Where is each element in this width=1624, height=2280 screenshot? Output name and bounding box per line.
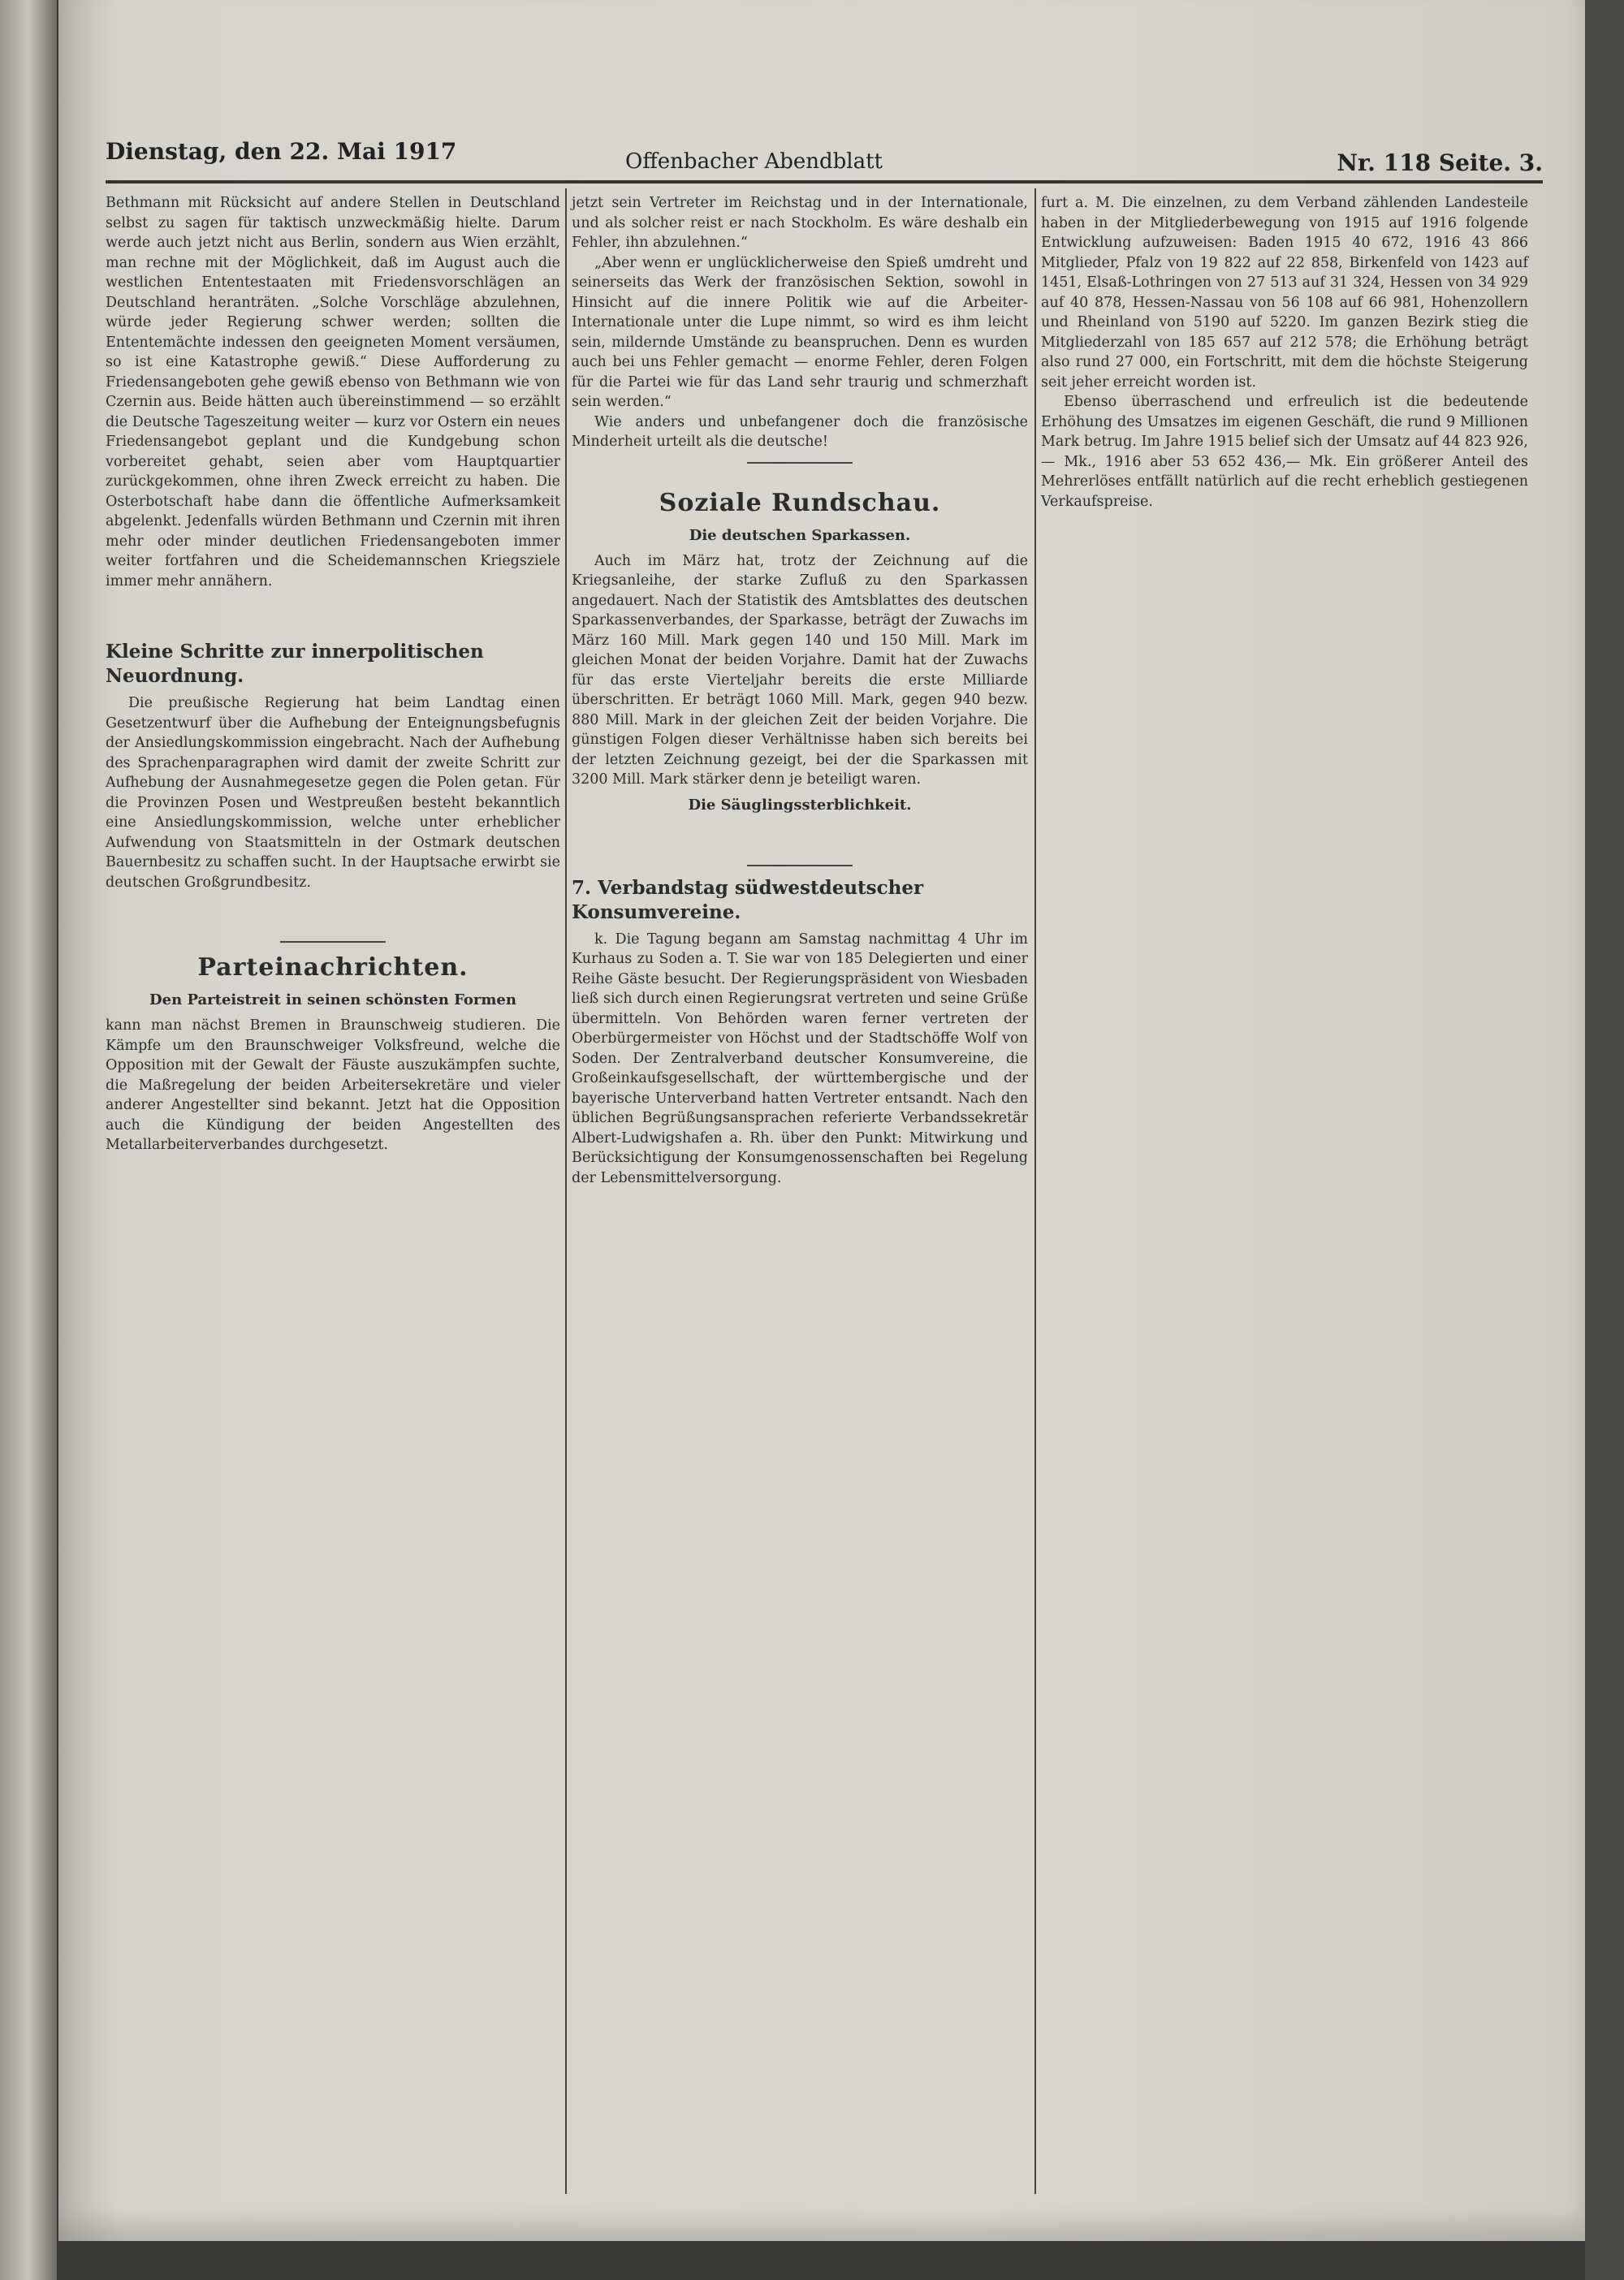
- article-text: Die preußische Regierung hat beim Landtag einen Gesetzentwurf über die Aufhebung der Enteignungsbefugnis der Ansiedlungskommission eingebracht. Nach der Aufhebung des Sprachenparagraphen wird damit der zweite Schritt zur Aufhebung der Ausnahmegesetze gegen die Polen getan. Für die Provinzen Posen und Westpreußen besteht bekanntlich eine Ansiedlungskommission, welche unter erheblicher Aufwendung von Staatsmitteln in der Ostmark deutschen Bauernbesitz zu schaffen sucht. In der Hauptsache erwirbt sie deutschen Großgrundbesitz.: [106, 695, 560, 891]
- separator: [747, 865, 853, 866]
- header-rule: [106, 180, 1543, 184]
- section-heading: Soziale Rundschau.: [659, 488, 941, 517]
- article-text: Auch im März hat, trotz der Zeichnung auf die Kriegsanleihe, der starke Zufluß zu den Sparkassen angedauert. Nach der Statistik des Amtsblattes des deutschen Sparkassenverbandes, der Sparkasse, beträgt der Zuwachs im März 160 Mill. Mark gegen 140 und 150 Mill. Mark im gleichen Monat der beiden Vorjahre. Damit hat der Zuwachs für das erste Vierteljahr bereits die erste Milliarde überschritten. Er beträgt 1060 Mill. Mark, gegen 940 bezw. 880 Mill. Mark in der gleichen Zeit der beiden Vorjahre. Die günstigen Folgen dieser Verhältnisse haben sich bereits bei der letzten Zeichnung gezeigt, bei der die Sparkassen mit 3200 Mill. Mark stärker denn je beteiligt waren.: [572, 552, 1028, 788]
- page-header: [106, 138, 1543, 179]
- article-subheading: Den Parteistreit in seinen schönsten Formen: [149, 991, 516, 1008]
- article-text: Bethmann mit Rücksicht auf andere Stellen in Deutschland selbst zu sagen für taktisch unzweckmäßig hielte. Darum werde auch jetzt nicht aus Berlin, sondern aus Wien erzählt, man rechne mit der Möglichkeit, daß im August auch die westlichen Ententestaaten mit Friedensvorschlägen an Deutschland heranträten. „Solche Vorschläge abzulehnen, würde jeder Regierung schwer werden; sollten die Ententemächte indessen den geeigneten Moment versäumen, so ist eine Katastrophe gewiß.“ Diese Aufforderung zu Friedensangeboten gehe gewiß ebenso von Bethmann wie von Czernin aus. Beide hätten auch übereinstimmend — so erzählt die Deutsche Tageszeitung weiter — kurz vor Ostern ein neues Friedensangebot geplant und die Kundgebung schon vorbereitet gehabt, seien aber vom Hauptquartier zurückgekommen, ohne ihren Zweck erreicht zu haben. Die Osterbotschaft habe dann die öffentliche Aufmerksamkeit abgelenkt. Jedenfalls würden Bethmann und Czernin mit ihren mehr oder minder deutlichen Friedensangeboten immer weiter fortfahren und die Scheidemannschen Kriegsziele immer mehr annähern.: [106, 195, 560, 589]
- article-text: Wie anders und unbefangener doch die französische Minderheit urteilt als die deutsche!: [572, 413, 1028, 450]
- article-subheading: Die Säuglingssterblichkeit.: [688, 796, 912, 814]
- article-text: jetzt sein Vertreter im Reichstag und in der Internationale, und als solcher reist er nach Stockholm. Es wäre deshalb ein Fehler, ihn abzulehnen.“: [572, 195, 1028, 251]
- article-subheading: Die deutschen Sparkassen.: [689, 526, 911, 544]
- issue-number: Nr. 118 Seite. 3.: [1337, 149, 1543, 176]
- book-binding: [0, 0, 57, 2280]
- article-text: furt a. M. Die einzelnen, zu dem Verband zählenden Landesteile haben in der Mitgliederbewegung von 1915 auf 1916 folgende Entwicklung aufzuweisen: Baden 1915 40 672, 1916 43 866 Mitglieder, Pfalz von 19 822 auf 22 858, Birkenfeld von 1423 auf 1451, Elsaß-Lothringen von 27 513 auf 31 324, Hessen von 34 929 auf 40 878, Hessen-Nassau von 56 108 auf 66 981, Hohenzollern und Rheinland von 5190 auf 5220. Im ganzen Bezirk stieg die Mitgliederzahl von 185 657 auf 212 578; die Erhöhung beträgt also rund 27 000, ein Fortschritt, mit dem die höchste Steigerung seit jeher erreicht worden ist.: [1041, 195, 1528, 391]
- column-2: [572, 193, 1028, 2199]
- column-1: [106, 193, 560, 2199]
- column-3: [1041, 193, 1528, 2199]
- article-text: Ebenso überraschend und erfreulich ist die bedeutende Erhöhung des Umsatzes im eigenen Geschäft, die rund 9 Millionen Mark betrug. Im Jahre 1915 belief sich der Umsatz auf 44 823 926,— Mk., 1916 aber 53 652 436,— Mk. Ein größerer Anteil des Mehrerlöses entfällt natürlich auf die recht erheblich gestiegenen Verkaufspreise.: [1041, 394, 1528, 510]
- column-divider: [1034, 188, 1036, 2194]
- section-heading: Parteinachrichten.: [197, 953, 469, 982]
- book-edge: [1585, 0, 1624, 2280]
- article-heading: 7. Verbandstag südwestdeutscher Konsumvereine.: [572, 876, 924, 923]
- newspaper-page: [58, 0, 1585, 2241]
- separator: [747, 462, 853, 464]
- article-text: „Aber wenn er unglücklicherweise den Spieß umdreht und seinerseits das Werk der französischen Sektion, sowohl in Hinsicht auf die innere Politik wie auf die Arbeiter-Internationale unter die Lupe nimmt, so wird es ihm leicht sein, mildernde Umstände zu beanspruchen. Denn es wurden auch bei uns Fehler gemacht — enorme Fehler, deren Folgen für die Partei wie für das Land sehr traurig und schmerzhaft sein werden.“: [572, 254, 1028, 410]
- separator: [280, 941, 386, 943]
- newspaper-title: Offenbacher Abendblatt: [625, 149, 883, 174]
- article-text: kann man nächst Bremen in Braunschweig studieren. Die Kämpfe um den Braunschweiger Volksfreund, welche die Opposition mit der Gewalt der Fäuste auszukämpfen suchte, die Maßregelung der beiden Arbeitersekretäre und vieler anderer Angestellter sind bekannt. Jetzt hat die Opposition auch die Kündigung der beiden Angestellten des Metallarbeiterverbandes durchgesetzt.: [106, 1017, 560, 1153]
- article-text: k. Die Tagung begann am Samstag nachmittag 4 Uhr im Kurhaus zu Soden a. T. Sie war von 185 Delegierten und einer Reihe Gäste besucht. Der Regierungspräsident von Wiesbaden ließ sich durch einen Regierungsrat vertreten und seine Grüße übermitteln. Von Behörden waren ferner vertreten der Oberbürgermeister von Höchst und der Stadtschöffe Wolf von Soden. Der Zentralverband deutscher Konsumvereine, die Großeinkaufsgesellschaft, der württembergische und der bayerische Unterverband hatten Vertreter entsandt. Nach den üblichen Begrüßungsansprachen referierte Verbandssekretär Albert-Ludwigshafen a. Rh. über den Punkt: Mitwirkung und Berücksichtigung der Konsumgenossenschaften bei Regelung der Lebensmittelversorgung.: [572, 931, 1028, 1186]
- issue-date: Dienstag, den 22. Mai 1917: [106, 138, 457, 165]
- article-heading: Kleine Schritte zur innerpolitischen Neuordnung.: [106, 641, 484, 687]
- column-divider: [565, 188, 567, 2194]
